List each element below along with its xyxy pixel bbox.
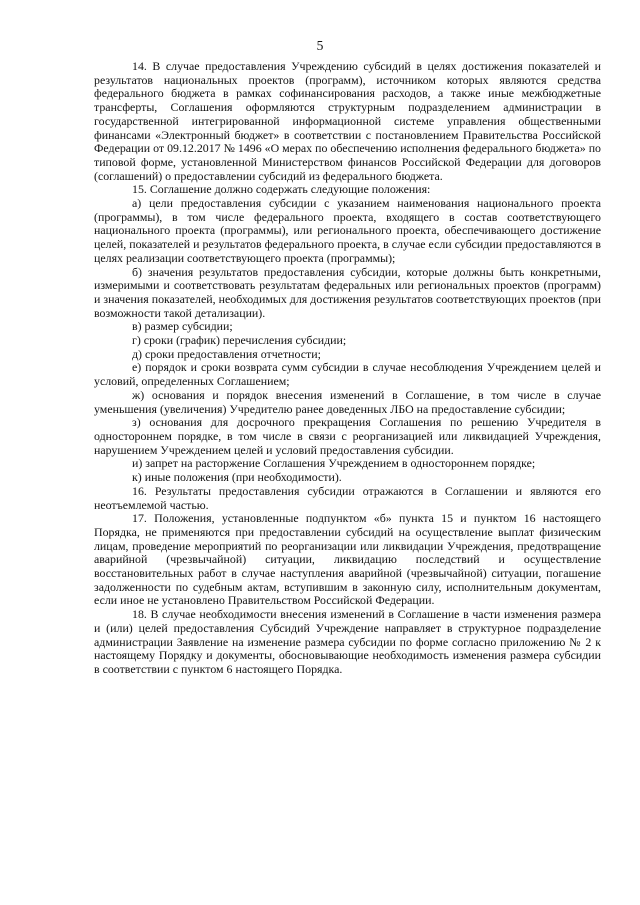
paragraph-15-k: к) иные положения (при необходимости). bbox=[132, 470, 342, 485]
paragraph-15-d: д) сроки предоставления отчетности; bbox=[132, 346, 321, 361]
paragraph-18: 18. В случае необходимости внесения изменений в Соглашение в части изменения размера и (или) целей предоставления Субсидий Учреждение направляет в структурное подразделение администрации Заявление на изменение размера субсидии по форме согласно приложению № 2 к настоящему Порядку и документы, обосновывающие необходимость изменения размера субсидии в соответствии с пунктом 6 настоящего Порядка. bbox=[94, 607, 601, 676]
paragraph-15-g: г) сроки (график) перечисления субсидии; bbox=[132, 333, 347, 348]
paragraph-15: 15. Соглашение должно содержать следующие положения: bbox=[132, 182, 431, 197]
paragraph-15-zh: ж) основания и порядок внесения изменений в Соглашение, в том числе в случае уменьшения (увеличения) Учредителю ранее доведенных ЛБО на предоставление субсидии; bbox=[94, 387, 601, 416]
paragraph-15-i: и) запрет на расторжение Соглашения Учреждением в одностороннем порядке; bbox=[132, 456, 536, 471]
page-number: 5 bbox=[316, 38, 324, 53]
paragraph-16: 16. Результаты предоставления субсидии отражаются в Соглашении и являются его неотъемлемой частью. bbox=[94, 483, 601, 512]
paragraph-15-v: в) размер субсидии; bbox=[132, 319, 233, 334]
paragraph-15-e: е) порядок и сроки возврата сумм субсидии в случае несоблюдения Учреждением целей и условий, определенных Соглашением; bbox=[94, 360, 601, 389]
paragraph-15-z: з) основания для досрочного прекращения Соглашения по решению Учредителя в одностороннем порядке, в том числе в связи с реорганизацией или ликвидацией Учреждения, нарушением Учреждением целей и условий предоставления субсидии. bbox=[94, 415, 601, 457]
document-body bbox=[94, 60, 601, 677]
paragraph-15-b: б) значения результатов предоставления субсидии, которые должны быть конкретными, измеримыми и соответствовать результатам федеральных или региональных проектов (программ) и значения показателей, необходимых для достижения результатов соответствующих проектов (при возможности такой детализации). bbox=[94, 264, 601, 320]
paragraph-17: 17. Положения, установленные подпунктом «б» пункта 15 и пунктом 16 настоящего Порядка, не применяются при предоставлении субсидий на осуществление выплат физическим лицам, проведение мероприятий по реорганизации или ликвидации Учреждения, предотвращение аварийной (чрезвычайной) ситуации, ликвидацию последствий и осуществление восстановительных работ в случае наступления аварийной (чрезвычайной) ситуации, погашение задолженности по судебным актам, вступившим в законную силу, исполнительным документам, если иное не установлено Правительством Российской Федерации. bbox=[94, 511, 601, 608]
paragraph-14: 14. В случае предоставления Учреждению субсидий в целях достижения показателей и результатов национальных проектов (программ), источником которых являются средства федерального бюджета в рамках софинансирования расходов, а также иные межбюджетные трансферты, Соглашения оформляются структурным подразделением администрации в государственной интегрированной информационной системе управления общественными финансами «Электронный бюджет» в соответствии с постановлением Правительства Российской Федерации от 09.12.2017 № 1496 «О мерах по обеспечению исполнения федерального бюджета» по типовой форме, установленной Министерством финансов Российской Федерации для договоров (соглашений) о предоставлении субсидий из федерального бюджета. bbox=[94, 59, 601, 183]
paragraph-15-a: а) цели предоставления субсидии с указанием наименования национального проекта (программы), в том числе федерального проекта, входящего в состав соответствующего национального проекта (программы), или регионального проекта, обеспечивающего достижение целей, показателей и результатов федерального проекта, в случае если субсидии предоставляются в целях реализации соответствующего проекта (программы); bbox=[94, 196, 601, 265]
